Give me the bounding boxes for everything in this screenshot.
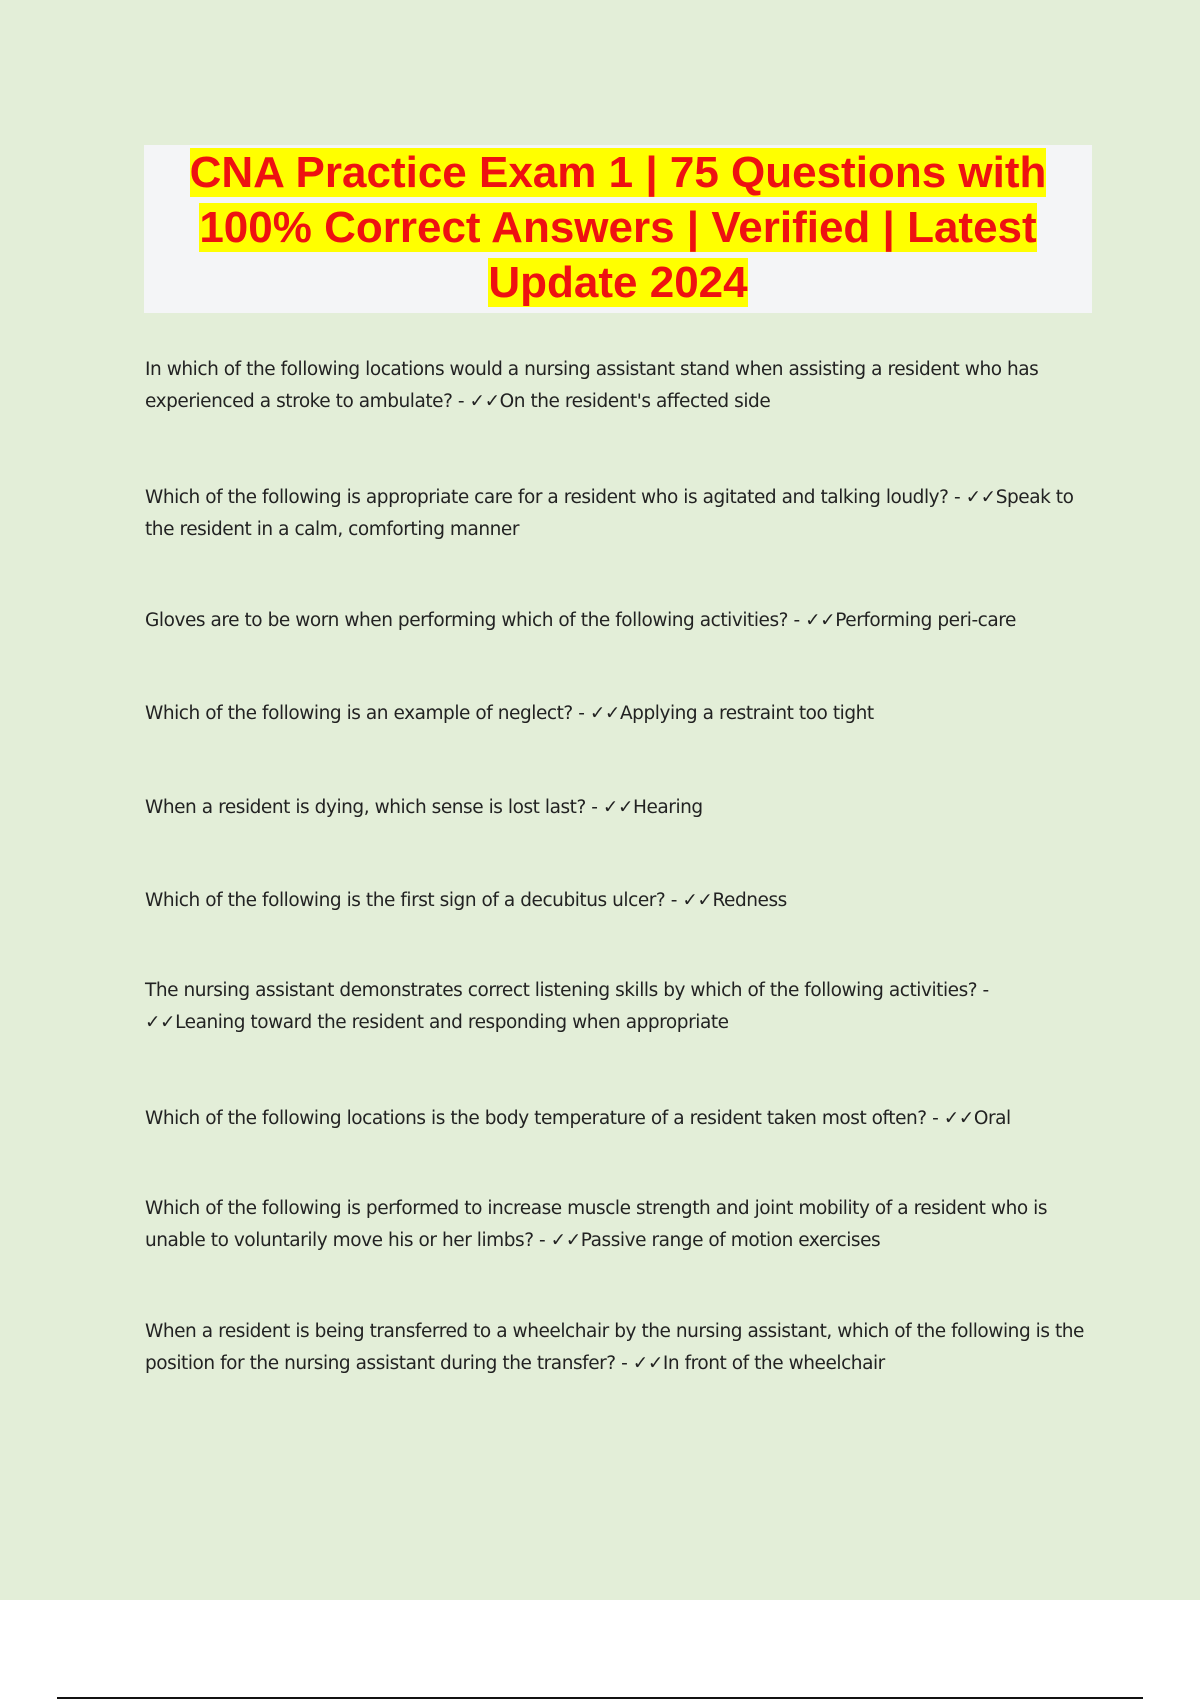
document-title-text: CNA Practice Exam 1 | 75 Questions with 100% Correct Answers | Verified | Latest Update 2024	[189, 148, 1047, 307]
qa-item-3: Gloves are to be worn when performing which of the following activities? - ✓✓Performing peri-care	[145, 610, 1016, 631]
qa-item-5: When a resident is dying, which sense is lost last? - ✓✓Hearing	[145, 797, 703, 818]
qa-item-8: Which of the following locations is the body temperature of a resident taken most often? - ✓✓Oral	[145, 1108, 1011, 1129]
qa-item-6: Which of the following is the first sign of a decubitus ulcer? - ✓✓Redness	[145, 890, 787, 911]
qa-item-1: In which of the following locations would a nursing assistant stand when assisting a resident who has experienced a stroke to ambulate? - ✓✓On the resident's affected side	[145, 359, 1039, 412]
qa-item-9: Which of the following is performed to increase muscle strength and joint mobility of a resident who is unable to voluntarily move his or her limbs? - ✓✓Passive range of motion exercises	[145, 1198, 1048, 1251]
qa-item-7: The nursing assistant demonstrates correct listening skills by which of the following activities? - ✓✓Leaning toward the resident and responding when appropriate	[145, 980, 989, 1033]
document-title	[144, 145, 1092, 310]
qa-item-4: Which of the following is an example of neglect? - ✓✓Applying a restraint too tight	[145, 703, 874, 724]
title-block	[144, 145, 1092, 313]
footer-divider	[57, 1697, 1143, 1699]
qa-item-10: When a resident is being transferred to a wheelchair by the nursing assistant, which of the following is the position for the nursing assistant during the transfer? - ✓✓In front of the wheelchair	[145, 1321, 1084, 1374]
qa-item-2: Which of the following is appropriate care for a resident who is agitated and talking loudly? - ✓✓Speak to the resident in a calm, comforting manner	[145, 487, 1074, 540]
